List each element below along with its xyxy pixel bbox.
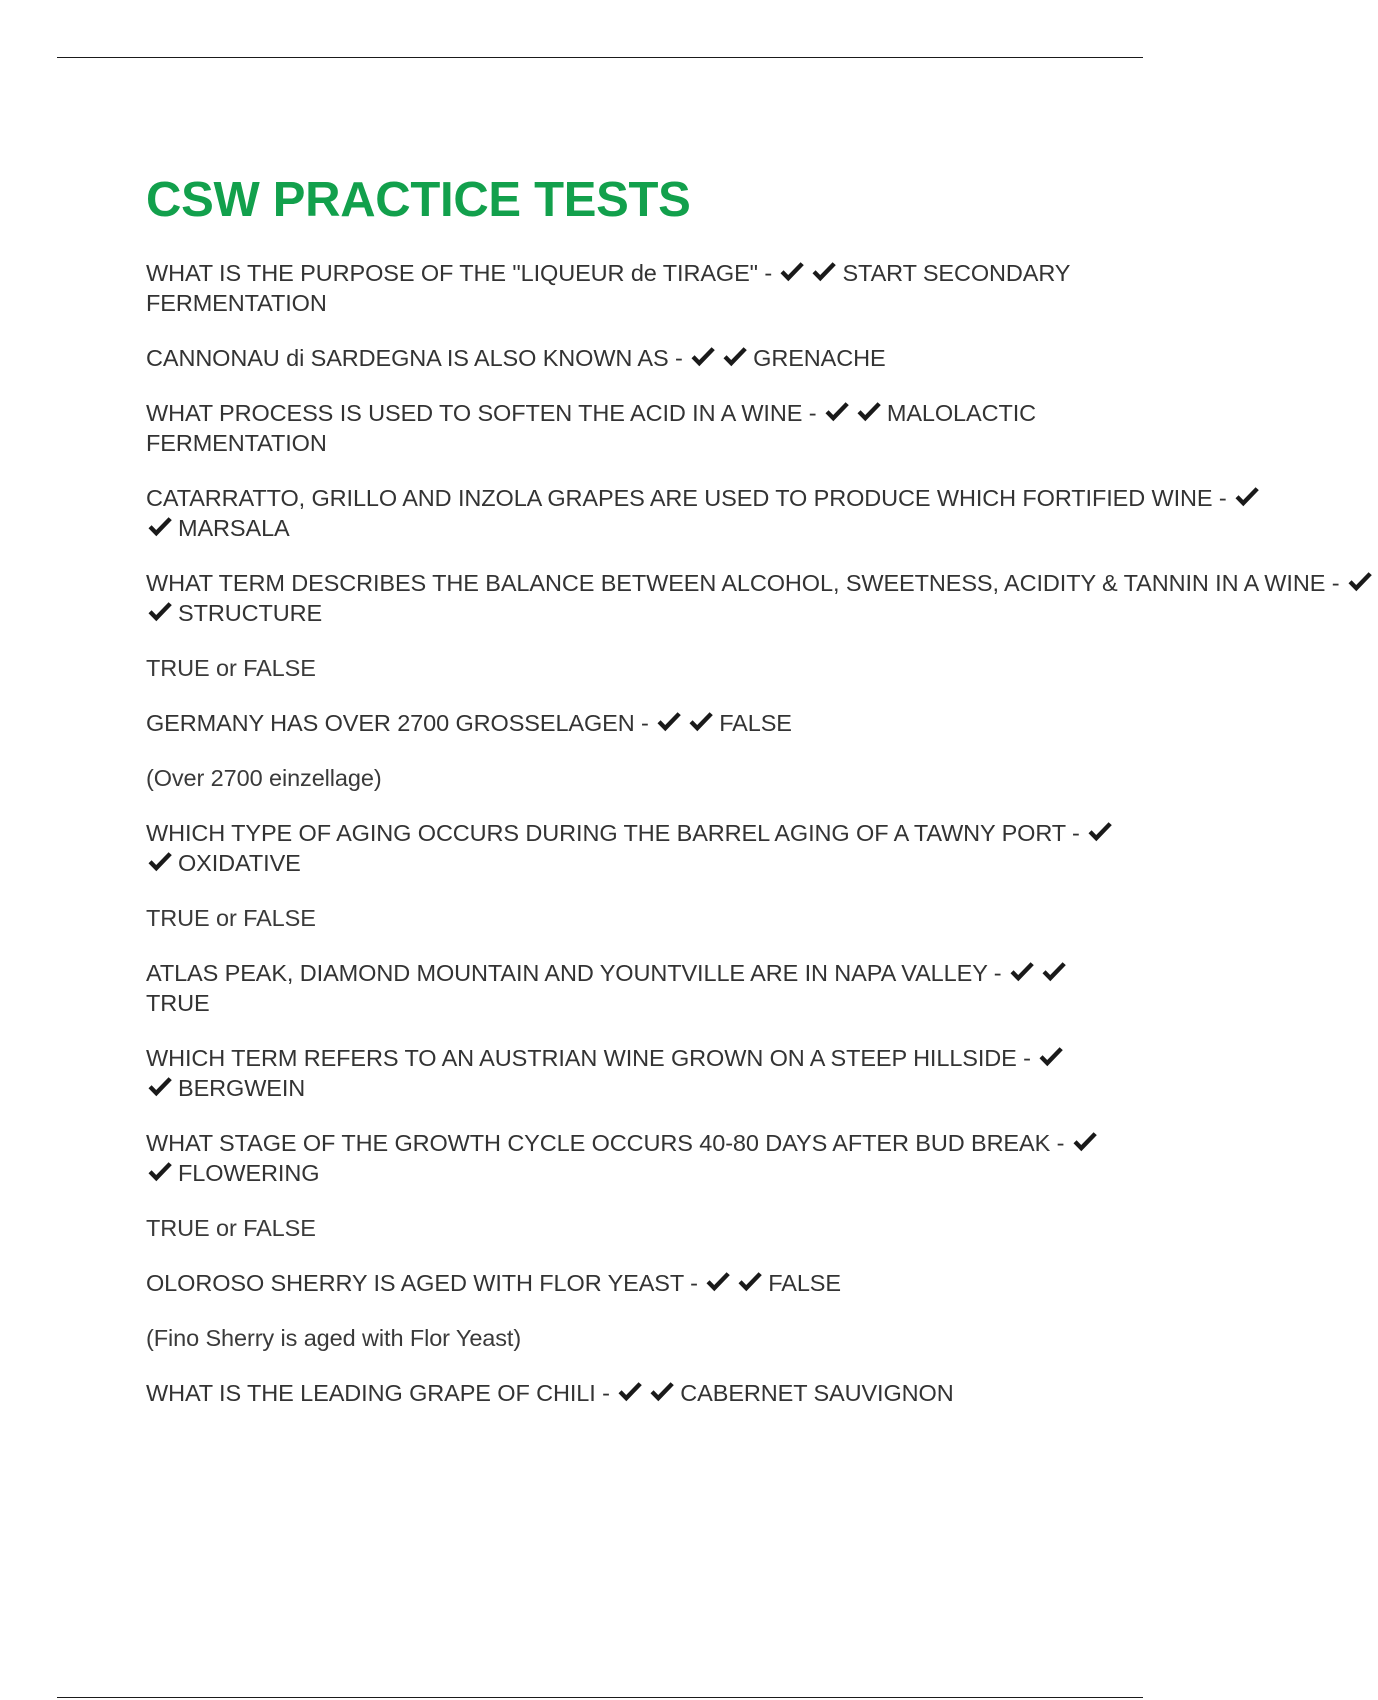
- answer-text: GRENACHE: [753, 345, 886, 371]
- note-line: [146, 1323, 1086, 1353]
- top-rule: [57, 57, 1143, 58]
- note-text: (Fino Sherry is aged with Flor Yeast): [146, 1325, 522, 1351]
- qa-item: [146, 568, 1346, 628]
- question-text: WHICH TYPE OF AGING OCCURS DURING THE BARREL AGING OF A TAWNY PORT -: [146, 820, 1087, 846]
- qa-item: [146, 818, 1086, 878]
- question-text: OLOROSO SHERRY IS AGED WITH FLOR YEAST -: [146, 1270, 705, 1296]
- qa-item: [146, 343, 1086, 373]
- note-line: [146, 653, 1086, 683]
- checkmark-icon: [689, 345, 717, 369]
- note-text: TRUE or FALSE: [146, 655, 316, 681]
- note-text: (Over 2700 einzellage): [146, 765, 382, 791]
- checkmark-icon: [778, 260, 806, 284]
- checkmark-icon: [146, 515, 174, 539]
- checkmark-icon: [1071, 1130, 1099, 1154]
- qa-item: [146, 1268, 1086, 1298]
- question-text: WHICH TERM REFERS TO AN AUSTRIAN WINE GROWN ON A STEEP HILLSIDE -: [146, 1045, 1038, 1071]
- answer-text: MARSALA: [178, 515, 290, 541]
- question-text: WHAT PROCESS IS USED TO SOFTEN THE ACID IN A WINE -: [146, 400, 823, 426]
- question-text: CATARRATTO, GRILLO AND INZOLA GRAPES ARE USED TO PRODUCE WHICH FORTIFIED WINE -: [146, 485, 1234, 511]
- answer-text: FALSE: [768, 1270, 841, 1296]
- checkmark-icon: [146, 600, 174, 624]
- answer-text: STRUCTURE: [178, 600, 323, 626]
- qa-item: [146, 1043, 1086, 1103]
- answer-text: CABERNET SAUVIGNON: [680, 1380, 954, 1406]
- answer-text: BERGWEIN: [178, 1075, 306, 1101]
- document-title: CSW PRACTICE TESTS: [146, 173, 691, 227]
- checkmark-icon: [1037, 1045, 1065, 1069]
- qa-item: [146, 258, 1086, 318]
- checkmark-icon: [810, 260, 838, 284]
- question-text: WHAT IS THE PURPOSE OF THE "LIQUEUR de TIRAGE" -: [146, 260, 779, 286]
- qa-item: [146, 958, 1086, 1018]
- answer-text: FLOWERING: [178, 1160, 320, 1186]
- bottom-rule: [57, 1697, 1143, 1698]
- checkmark-icon: [687, 710, 715, 734]
- checkmark-icon: [146, 850, 174, 874]
- question-text: WHAT STAGE OF THE GROWTH CYCLE OCCURS 40-80 DAYS AFTER BUD BREAK -: [146, 1130, 1071, 1156]
- checkmark-icon: [648, 1380, 676, 1404]
- qa-list: [146, 258, 1346, 1408]
- checkmark-icon: [823, 400, 851, 424]
- checkmark-icon: [855, 400, 883, 424]
- answer-text: FALSE: [719, 710, 792, 736]
- note-line: [146, 1213, 1086, 1243]
- checkmark-icon: [704, 1270, 732, 1294]
- note-line: [146, 903, 1086, 933]
- qa-item: [146, 1128, 1086, 1188]
- note-text: TRUE or FALSE: [146, 905, 316, 931]
- checkmark-icon: [1040, 960, 1068, 984]
- answer-text: TRUE: [146, 990, 210, 1016]
- question-text: GERMANY HAS OVER 2700 GROSSELAGEN -: [146, 710, 656, 736]
- answer-text: OXIDATIVE: [178, 850, 301, 876]
- checkmark-icon: [655, 710, 683, 734]
- checkmark-icon: [736, 1270, 764, 1294]
- question-text: WHAT IS THE LEADING GRAPE OF CHILI -: [146, 1380, 617, 1406]
- qa-item: [146, 483, 1234, 543]
- checkmark-icon: [1086, 820, 1114, 844]
- question-text: WHAT TERM DESCRIBES THE BALANCE BETWEEN ALCOHOL, SWEETNESS, ACIDITY & TANNIN IN A WINE -: [146, 570, 1346, 596]
- question-text: CANNONAU di SARDEGNA IS ALSO KNOWN AS -: [146, 345, 690, 371]
- answer-text: MALOLACTIC FERMENTATION: [146, 400, 1037, 456]
- answer-text: START SECONDARY FERMENTATION: [146, 260, 1070, 316]
- question-text: ATLAS PEAK, DIAMOND MOUNTAIN AND YOUNTVILLE ARE IN NAPA VALLEY -: [146, 960, 1008, 986]
- qa-item: [146, 398, 1086, 458]
- qa-item: [146, 1378, 1086, 1408]
- document-content: [146, 170, 1346, 1433]
- checkmark-icon: [146, 1075, 174, 1099]
- checkmark-icon: [616, 1380, 644, 1404]
- note-line: [146, 763, 1086, 793]
- checkmark-icon: [1346, 570, 1374, 594]
- qa-item: [146, 708, 1086, 738]
- checkmark-icon: [1233, 485, 1261, 509]
- note-text: TRUE or FALSE: [146, 1215, 316, 1241]
- checkmark-icon: [721, 345, 749, 369]
- checkmark-icon: [146, 1160, 174, 1184]
- checkmark-icon: [1008, 960, 1036, 984]
